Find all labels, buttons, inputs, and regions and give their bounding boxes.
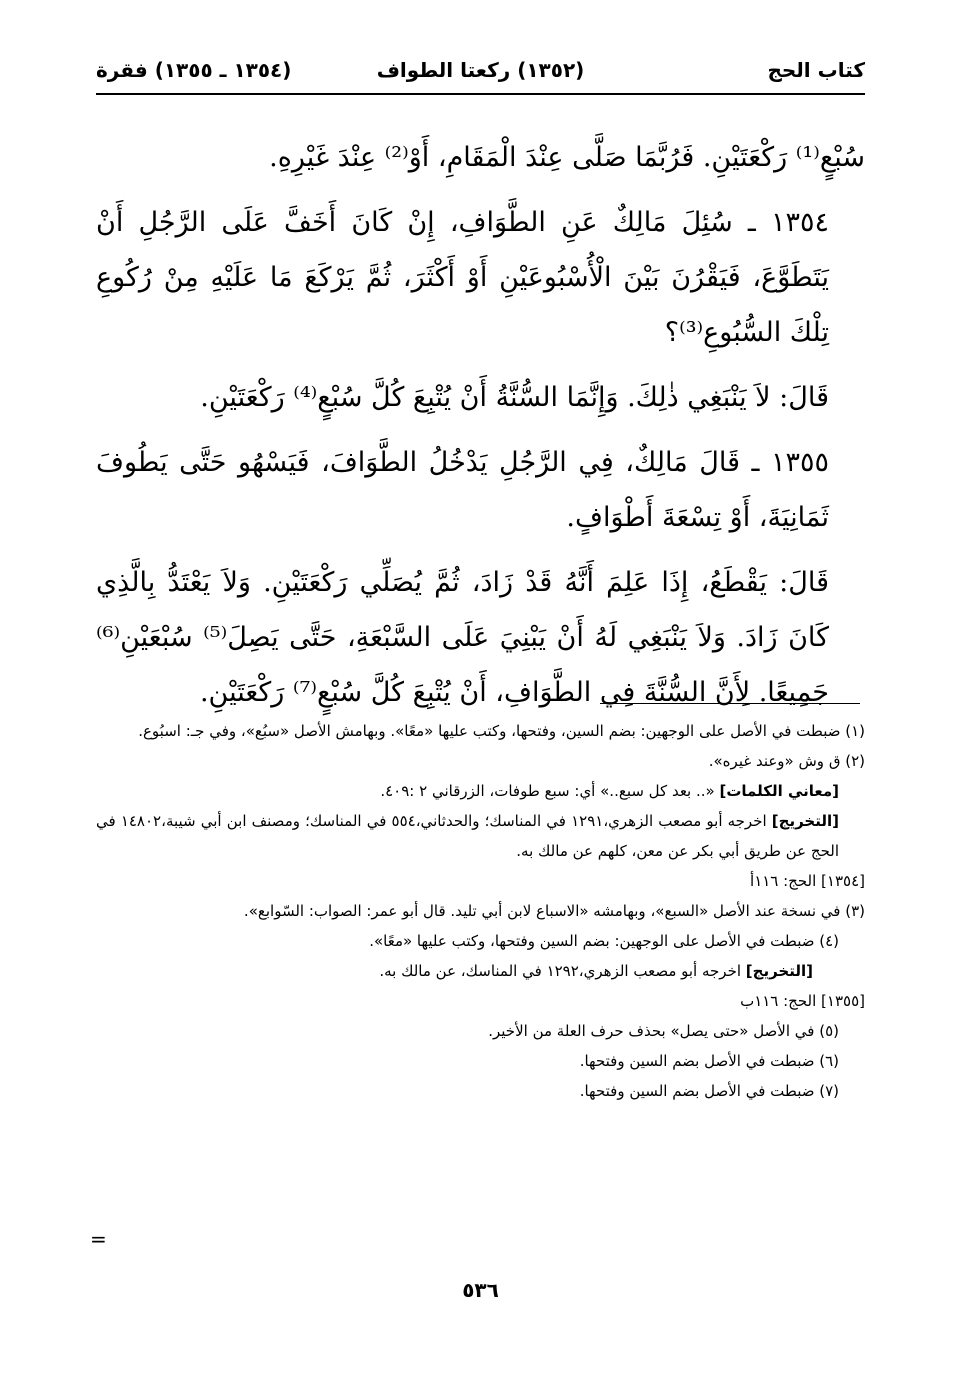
manuscript-ref-1355: [١٣٥٥] الحج: ١١٦ب — [740, 992, 865, 1010]
main-paragraph-1354: ١٣٥٤ ـ سُئِلَ مَالِكٌ عَنِ الطَّوَافِ، إِنْ كَانَ أَخَفَّ عَلَى الرَّجُلِ أَنْ يَتَطَوَّعَ، فَيَقْرُنَ بَيْنَ الْأُسْبُوعَيْنِ أَوْ أَكْثَرَ، ثُمَّ يَرْكَعَ مَا عَلَيْهِ مِنْ رُكُوعِ تِلْكَ السُّبُوعِ⁽³⁾؟ — [96, 207, 829, 348]
footnote-3: (٣) في نسخة عند الأصل «السبع»، وبهامشه «الاسباع لابن أبي تليد. قال أبو عمر: الصواب: السّوابع». — [243, 902, 865, 920]
continuation-mark: = — [90, 1227, 107, 1251]
takhrij-text: اخرجه أبو مصعب الزهري،١٢٩١ في المناسك؛ والحدثاني،٥٥٤ في المناسك؛ ومصنف ابن أبي شيبة،١٤٨٠٢ في الحج عن طريق أبي بكر عن معن، كلهم عن مالك به. — [96, 812, 839, 860]
main-paragraph-1: سُبْعٍ⁽¹⁾ رَكْعَتَيْنِ. فَرُبَّمَا صَلَّى عِنْدَ الْمَقَامِ، أَوْ⁽²⁾ عِنْدَ غَيْرِهِ. — [269, 142, 865, 173]
header-paragraph-range: (١٣٥٤ ـ ١٣٥٥) فقرة — [96, 58, 292, 82]
takhrij-1354 — [96, 806, 865, 866]
word-meanings-text: «.. بعد كل سبع..» أي: سبع طوفات، الزرقاني ٢ :٤٠٩. — [380, 782, 720, 800]
main-text — [96, 130, 865, 730]
running-header — [96, 52, 865, 86]
word-meanings — [96, 776, 865, 806]
takhrij-label: [التخريج] — [745, 962, 813, 980]
main-paragraph-answer-1354: قَالَ: لاَ يَنْبَغِي ذٰلِكَ. وَإِنَّمَا السُّنَّةُ أَنْ يُتْبِعَ كُلَّ سُبْعٍ⁽⁴⁾ رَكْعَتَيْنِ. — [200, 382, 829, 413]
footnote-7: (٧) ضبطت في الأصل بضم السين وفتحها. — [579, 1082, 839, 1100]
footnote-4: (٤) ضبطت في الأصل على الوجهين: بضم السين وفتحها، وكتب عليها «معًا». — [369, 932, 839, 950]
main-paragraph-1355: ١٣٥٥ ـ قَالَ مَالِكٌ، فِي الرَّجُلِ يَدْخُلُ الطَّوَافَ، فَيَسْهُو حَتَّى يَطُوفَ ثَمَانِيَةَ، أَوْ تِسْعَةَ أَطْوَافٍ. — [96, 447, 829, 533]
header-rule — [96, 93, 865, 95]
footnote-1: (١) ضبطت في الأصل على الوجهين: بضم السين، وفتحها، وكتب عليها «معًا». وبهامش الأصل «سبُع»، وفي جـ: اسبُوع. — [138, 722, 865, 740]
footnote-rule — [600, 703, 860, 704]
footnote-2: (٢) ق وش «وعند غيره». — [708, 752, 865, 770]
takhrij-text: اخرجه أبو مصعب الزهري،١٢٩٢ في المناسك، عن مالك به. — [379, 962, 746, 980]
page-number: ٥٣٦ — [462, 1278, 499, 1302]
takhrij-label: [التخريج] — [771, 812, 839, 830]
takhrij-1355 — [96, 956, 865, 986]
header-chapter-title: (١٣٥٢) ركعتا الطواف — [376, 58, 585, 82]
manuscript-ref-1354: [١٣٥٤] الحج: ١١٦أ — [750, 872, 865, 890]
main-paragraph-answer-1355: قَالَ: يَقْطَعُ، إِذَا عَلِمَ أَنَّهُ قَدْ زَادَ، ثُمَّ يُصَلِّي رَكْعَتَيْنِ. وَلاَ يَعْتَدُّ بِالَّذِي كَانَ زَادَ. وَلاَ يَنْبَغِي لَهُ أَنْ يَبْنِيَ عَلَى السَّبْعَةِ، حَتَّى يَصِلَ⁽⁵⁾ سُبْعَيْنِ⁽⁶⁾ جَمِيعًا. لِأَنَّ السُّنَّةَ فِي الطَّوَافِ، أَنْ يُتْبِعَ كُلَّ سُبْعٍ⁽⁷⁾ رَكْعَتَيْنِ. — [96, 567, 829, 708]
footnote-6: (٦) ضبطت في الأصل بضم السين وفتحها. — [579, 1052, 839, 1070]
footnote-5: (٥) في الأصل «حتى يصل» بحذف حرف العلة من الأخير. — [488, 1022, 839, 1040]
header-book-title: كتاب الحج — [767, 58, 865, 82]
footnotes — [96, 716, 865, 1106]
word-meanings-label: [معاني الكلمات] — [719, 782, 839, 800]
